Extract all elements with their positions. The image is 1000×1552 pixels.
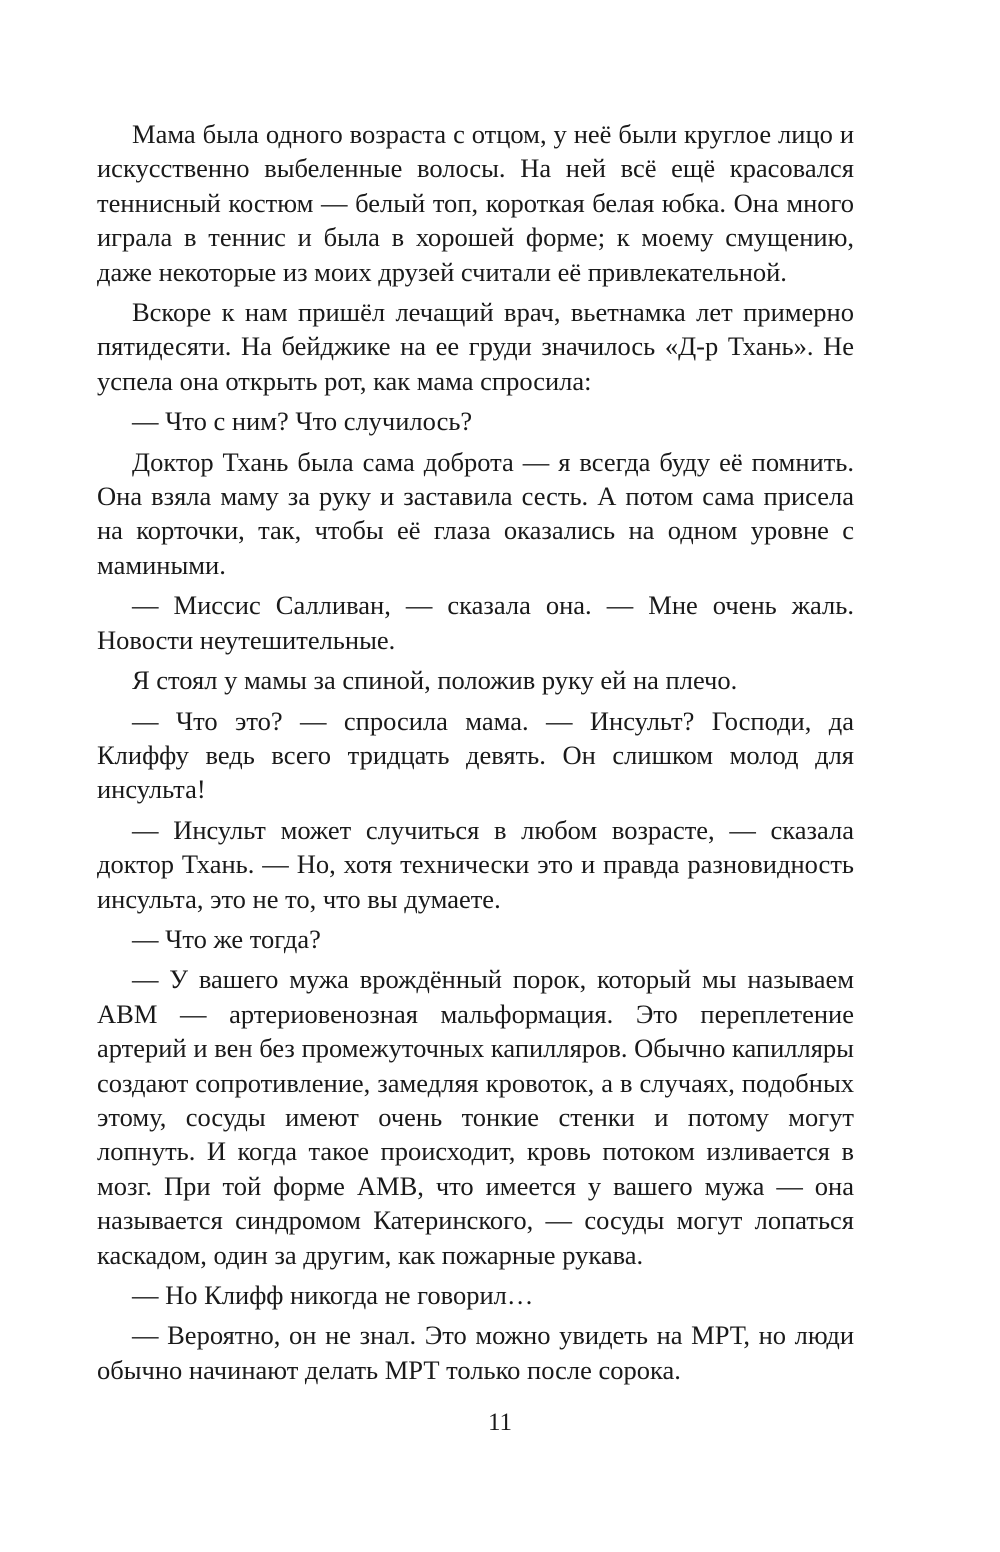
dialogue-line: — Что же тогда?: [132, 923, 321, 954]
dialogue-line: — Что это? — спросила мама. — Инсульт? Господи, да Клиффу ведь всего тридцать девять. Он слишком молод для инсульта!: [97, 705, 854, 805]
dialogue-line: — Что с ним? Что случилось?: [132, 406, 473, 437]
dialogue-line: — Вероятно, он не знал. Это можно увидеть на МРТ, но люди обычно начинают делать МРТ только после сорока.: [97, 1320, 854, 1385]
body-text: [97, 117, 854, 1393]
paragraph: Доктор Тхань была сама доброта — я всегда буду её помнить. Она взяла маму за руку и заставила сесть. А потом сама присела на корточки, так, чтобы её глаза оказались на одном уровне с мамиными.: [97, 446, 854, 580]
paragraph: Мама была одного возраста с отцом, у неё были круглое лицо и искусственно выбеленные волосы. На ней всё ещё красовался теннисный костюм — белый топ, короткая белая юбка. Она много играла в теннис и была в хорошей форме; к моему смущению, даже некоторые из моих друзей считали её привлекательной.: [97, 119, 854, 287]
dialogue-line: — Миссис Салливан, — сказала она. — Мне очень жаль. Новости неутешительные.: [97, 590, 854, 655]
dialogue-line: — Но Клифф никогда не говорил…: [132, 1280, 534, 1310]
page-number: 11: [487, 1409, 513, 1436]
paragraph: Я стоял у мамы за спиной, положив руку ей на плечо.: [132, 665, 738, 696]
dialogue-line: — У вашего мужа врождённый порок, который мы называем АВМ — артериовенозная мальформация. Это переплетение артерий и вен без промежуточных капилляров. Обычно капилляры создают сопротивление, замедляя кровоток, а в случаях, подобных этому, сосуды имеют очень тонкие стенки и потому могут лопнуть. И когда такое происходит, кровь потоком изливается в мозг. При той форме АМВ, что имеется у вашего мужа — она называется синдромом Катеринского, — сосуды могут лопаться каскадом, один за другим, как пожарные рукава.: [97, 964, 854, 1270]
dialogue-line: — Инсульт может случиться в любом возрасте, — сказала доктор Тхань. — Но, хотя технически это и правда разновидность инсульта, это не то, что вы думаете.: [97, 814, 854, 914]
paragraph: Вскоре к нам пришёл лечащий врач, вьетнамка лет примерно пятидесяти. На бейджике на ее груди значилось «Д-р Тхань». Не успела она открыть рот, как мама спросила:: [97, 297, 854, 396]
